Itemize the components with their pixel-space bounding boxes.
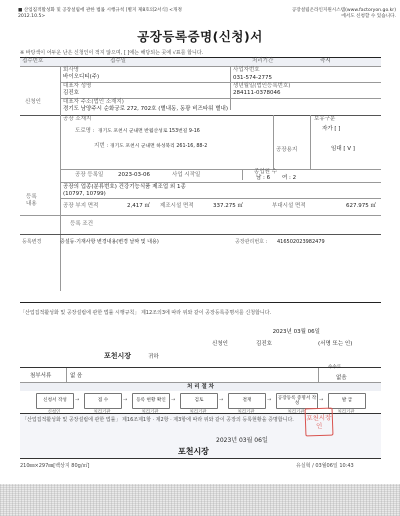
signature-label: (서명 또는 인) — [318, 341, 353, 347]
registration-section-label — [26, 194, 37, 208]
certification-issuer: 포천시장 — [178, 447, 209, 456]
form-header-right — [254, 8, 396, 19]
request-addressee: 포천시장 — [104, 352, 132, 360]
request-honorific: 귀하 — [148, 354, 159, 360]
processing-period-label: 처리기간 — [252, 58, 274, 64]
form-header-line: 공장설립온라인지원시스템(www.factoryon.go.kr) — [291, 8, 396, 13]
employees-female: 여 : 2 — [282, 175, 297, 181]
attachments-label: 첨부서류 — [30, 373, 52, 379]
phone-value: 031-574-2775 — [233, 75, 272, 81]
procedure-step: 신청서 작성 — [36, 393, 74, 409]
request-text: 「산업집적활성화 및 공장설립에 관한 법률 시행규칙」 제12조의3에 따라 위와 같이 공장등록증명서를 신청합니다. — [20, 310, 272, 316]
request-applicant-label: 신청인 — [212, 341, 228, 347]
arrow-right-icon: → — [319, 397, 324, 403]
business-start-label: 사업 시작일 — [172, 172, 201, 178]
auxiliary-area-label: 부대시설 면적 — [272, 203, 306, 209]
factory-location-label: 공장 소재지 — [63, 116, 92, 122]
lot-address-value: 경기도 포천시 군내면 하성북리 261-16, 88-2 — [110, 144, 208, 149]
official-seal: 포천시장인 — [305, 408, 334, 437]
document-title: 공장등록증명(신청)서 — [137, 29, 263, 44]
registration-conditions-label: 등록 조건 — [70, 221, 94, 227]
attachments-value: 없 음 — [70, 373, 83, 379]
instructions-note: ※ 바탕색이 어두운 난은 신청인이 적지 않으며, [ ]에는 해당되는 곳에 √표를 합니다. — [20, 50, 204, 56]
industry-codes: (10797, 10799) — [63, 191, 106, 197]
representative-value: 김진호 — [63, 90, 79, 96]
form-header-line: 에서도 신청할 수 있습니다. — [341, 13, 396, 19]
receipt-no-label: 접수번호 — [22, 58, 44, 64]
fee-label: 수수료 — [328, 365, 342, 370]
registration-date-label: 공장 등록일 — [75, 172, 104, 178]
site-area-label: 공장 부지 면적 — [63, 203, 99, 209]
arrow-right-icon: → — [171, 397, 176, 403]
registration-section-line: 내용 — [26, 201, 37, 207]
ownership-owned: 자가 [ ] — [322, 126, 341, 132]
change-value: 증설등·기재사항 변경내용(변경 날짜 및 내용) — [60, 239, 159, 245]
procedure-step: 공장등록 증명서 작성 — [276, 393, 318, 409]
lot-address-label: 지번 : — [94, 143, 109, 149]
issue-info: 유실혁 / 03월06일 10:43 — [296, 463, 354, 469]
registration-date-value: 2023-03-06 — [118, 172, 150, 178]
employees-male: 남 : 6 — [256, 175, 271, 181]
company-label: 회사명 — [63, 67, 79, 73]
address-value: 경기도 남양주시 순화궁로 272, 702호 (별내동, 동광 비즈타워 별내) — [63, 106, 228, 112]
processing-period-value: 즉시 — [320, 58, 331, 64]
road-address-value: 경기도 포천시 군내면 반월산성로 153번길 9-16 — [98, 129, 200, 134]
procedure-step: 발 급 — [328, 393, 366, 409]
manufacturing-area-label: 제조시설 면적 — [160, 203, 194, 209]
ownership-leased: 임대 [ V ] — [331, 146, 355, 152]
paper-spec: 210㎜×297㎜[백상지 80g/㎡] — [20, 463, 90, 469]
procedure-step: 등록 현황 확인 — [132, 393, 170, 409]
change-label: 등록변경 — [22, 239, 42, 245]
procedure-step: 결재 — [228, 393, 266, 409]
procedure-step: 검토 — [180, 393, 218, 409]
business-number-label: 사업자번호 — [233, 67, 260, 73]
management-number-label: 공장관리번호 : — [235, 239, 268, 245]
manufacturing-area-value: 337.275 ㎡ — [213, 203, 243, 209]
arrow-right-icon: → — [267, 397, 272, 403]
industry-label: 공장의 업종(분류번호) 건강기능식품 제조업 외 1종 — [63, 184, 186, 190]
registration-table — [20, 57, 381, 303]
request-applicant-name: 김진호 — [256, 341, 272, 347]
receipt-date-label: 접수일 — [110, 58, 126, 64]
procedure-step: 접 수 — [84, 393, 122, 409]
address-label: 대표자 주소(법인 소재지) — [63, 99, 124, 105]
company-value: 바이오디티(주) — [63, 74, 100, 80]
ownership-label: 보유구분 — [314, 116, 336, 122]
site-area-value: 2,417 ㎡ — [127, 203, 150, 209]
factory-land-label: 공장용지 — [276, 147, 298, 153]
birth-label: 생년월일(법인등록번호) — [233, 83, 291, 89]
arrow-right-icon: → — [123, 397, 128, 403]
road-address-label: 도로명 : — [75, 128, 95, 134]
management-number-value: 416502023982479 — [277, 239, 325, 245]
arrow-right-icon: → — [219, 397, 224, 403]
applicant-section-label: 신청인 — [25, 99, 41, 105]
birth-value: 284111-0378046 — [233, 90, 281, 96]
form-header-line: ■ 산업집적활성화 및 공장설립에 관한 법률 시행규칙 [별지 제8호의2서식] <개정 — [18, 8, 182, 13]
registration-section-line: 등록 — [26, 194, 37, 200]
certification-text: 「산업집적활성화 및 공장설립에 관한 법률」 제16조제1항 · 제2항 · 제3항에 따라 위와 같이 공장의 등록현황을 증명합니다. — [22, 417, 294, 423]
certification-date: 2023년 03월 06일 — [216, 437, 268, 444]
representative-label: 대표자 성명 — [63, 83, 92, 89]
fee-value: 없음 — [336, 375, 347, 381]
form-header-left — [18, 8, 228, 19]
form-header-line: 2012.10.5> — [18, 13, 46, 19]
attachments-row — [20, 367, 381, 383]
auxiliary-area-value: 627.975 ㎡ — [346, 203, 376, 209]
arrow-right-icon: → — [75, 397, 80, 403]
employees-label: 종업원 수 — [254, 169, 278, 175]
scan-noise-band — [0, 484, 400, 516]
procedure-title: 처 리 절 차 — [20, 383, 381, 391]
request-date: 2023년 03월 06일 — [272, 329, 320, 335]
